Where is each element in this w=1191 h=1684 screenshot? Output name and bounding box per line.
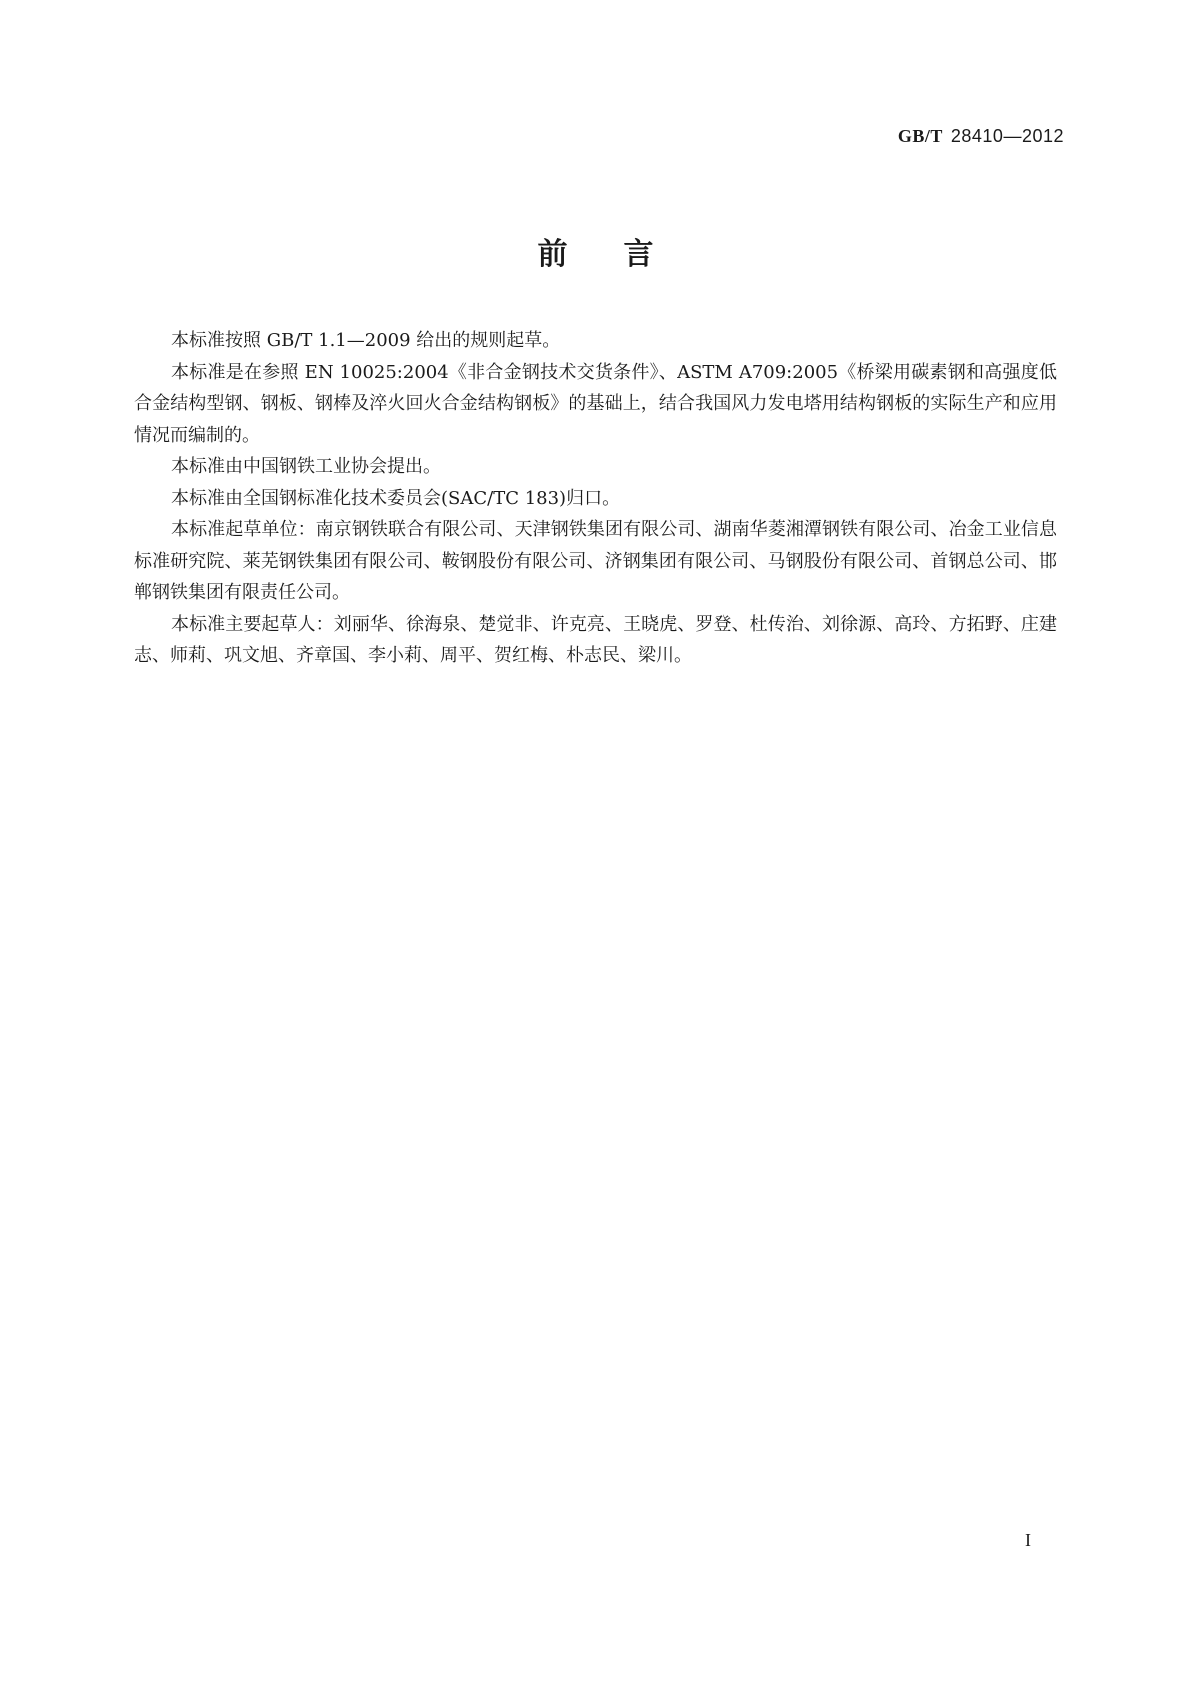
standard-code-header — [898, 126, 1064, 147]
paragraph-drafting-rules: 本标准按照 GB/T 1.1—2009 给出的规则起草。 — [171, 330, 561, 351]
standard-code-prefix: GB/T — [897, 126, 943, 146]
paragraph-references: 本标准是在参照 EN 10025:2004《非合金钢技术交货条件》、ASTM A709:2005《桥梁用碳素钢和高强度低合金结构型钢、钢板、钢棒及淬火回火合金结构钢板》的基础上，结合我国风力发电塔用结构钢板的实际生产和应用情况而编制的。 — [134, 361, 1057, 446]
foreword-body — [134, 325, 1057, 672]
paragraph-drafters: 本标准主要起草人：刘丽华、徐海泉、楚觉非、许克亮、王晓虎、罗登、杜传治、刘徐源、高玲、方拓野、庄建志、师莉、巩文旭、齐章国、李小莉、周平、贺红梅、朴志民、梁川。 — [134, 613, 1057, 666]
paragraph-drafting-units: 本标准起草单位：南京钢铁联合有限公司、天津钢铁集团有限公司、湖南华菱湘潭钢铁有限公司、冶金工业信息标准研究院、莱芜钢铁集团有限公司、鞍钢股份有限公司、济钢集团有限公司、马钢股份有限公司、首钢总公司、邯郸钢铁集团有限责任公司。 — [134, 519, 1057, 603]
page-title: 前言 — [537, 237, 710, 272]
standard-code-number: 28410—2012 — [950, 126, 1064, 146]
paragraph-centralized-by: 本标准由全国钢标准化技术委员会(SAC/TC 183)归口。 — [171, 487, 621, 509]
page-number: I — [1025, 1530, 1031, 1550]
paragraph-proposer: 本标准由中国钢铁工业协会提出。 — [171, 456, 441, 477]
